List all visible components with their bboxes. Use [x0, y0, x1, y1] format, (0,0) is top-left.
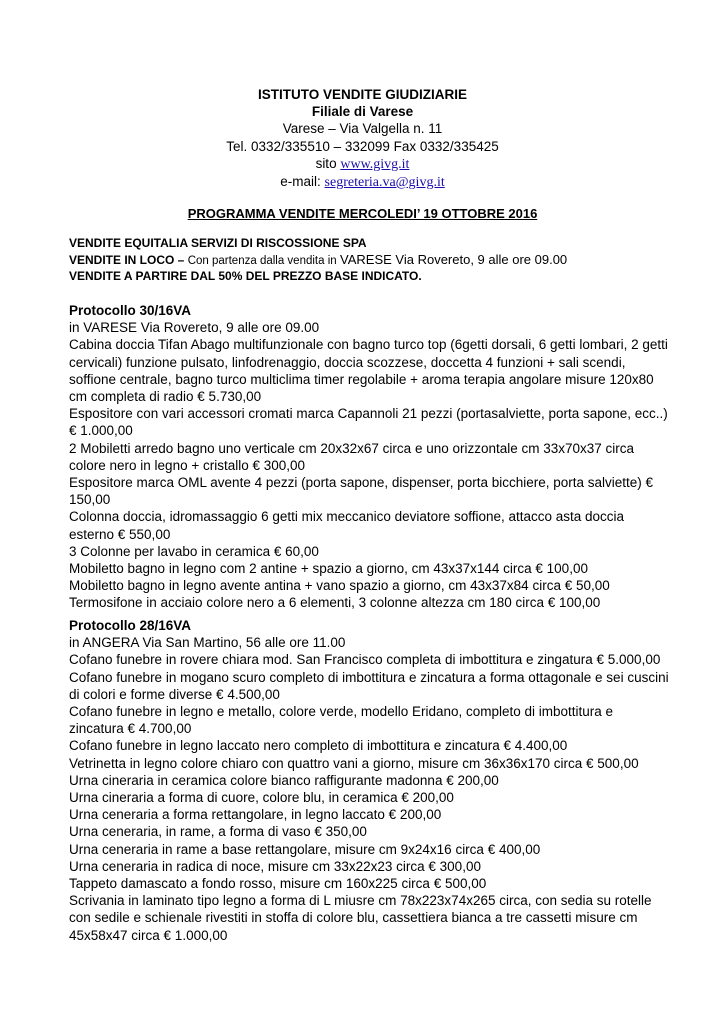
lot-item: Urna ceneraria a forma rettangolare, in legno laccato € 200,00 — [69, 807, 442, 823]
in-loco-label: VENDITE IN LOCO – — [69, 252, 185, 267]
lot-item: Mobiletto bagno in legno avente antina + vano spazio a giorno, cm 43x37x84 circa € 50,00 — [69, 578, 610, 594]
in-loco-location: VARESE Via Rovereto, 9 alle ore 09.00 — [340, 251, 568, 267]
lot-item: Termosifone in acciaio colore nero a 6 elementi, 3 colonne altezza cm 180 circa € 100,00 — [69, 595, 601, 611]
branch-name: Filiale di Varese — [311, 104, 414, 120]
org-name: ISTITUTO VENDITE GIUDIZIARIE — [257, 87, 467, 102]
email-label: e-mail: — [280, 174, 321, 190]
program-title: PROGRAMMA VENDITE MERCOLEDI’ 19 OTTOBRE 2016 — [187, 206, 538, 221]
website-label: sito — [315, 155, 337, 171]
lot-item: 3 Colonne per lavabo in ceramica € 60,00 — [69, 543, 319, 559]
address: Varese – Via Valgella n. 11 — [282, 121, 443, 137]
protocol-location: in VARESE Via Rovereto, 9 alle ore 09.00 — [69, 320, 320, 336]
phone-fax: Tel. 0332/335510 – 332099 Fax 0332/335425 — [226, 138, 499, 154]
in-loco-departure: Con partenza dalla vendita in — [187, 254, 337, 267]
lot-item: Urna cineraria in ceramica colore bianco raffigurante madonna € 200,00 — [69, 772, 499, 788]
lot-item: Scrivania in laminato tipo legno a forma di L miusre cm 78x223x74x265 circa, con sedia su rotelle con sedile e schienale rivestiti in stoffa di colore blu, cassettiera bianca a tre cassetti misure cm 45x58x47 circa € 1.000,00 — [69, 893, 652, 943]
lot-item: Urna ceneraria, in rame, a forma di vaso € 350,00 — [69, 824, 367, 840]
header-block — [0, 86, 725, 191]
website-line — [0, 155, 725, 173]
lot-item: Cofano funebre in legno e metallo, colore verde, modello Eridano, completo di imbottitura e zincatura € 4.700,00 — [69, 704, 614, 737]
protocol-heading: Protocollo 30/16VA — [69, 303, 192, 318]
email-line — [0, 173, 725, 191]
lot-item: Espositore con vari accessori cromati marca Capannoli 21 pezzi (portasalviette, porta sapone, ecc..) € 1.000,00 — [69, 406, 668, 439]
lot-item: Cabina doccia Tifan Abago multifunzionale con bagno turco top (6getti dorsali, 6 getti lombari, 2 getti cervicali) funzione pulsato, linfodrenaggio, doccia scozzese, doccetta 4 funzioni + sali scendi, soffione centrale, bagno turco multiclima timer regolabile + aroma terapia angolare misure 120x80 cm completa di radio € 5.730,00 — [69, 337, 668, 405]
lot-item: Urna ceneraria in rame a base rettangolare, misure cm 9x24x16 circa € 400,00 — [69, 841, 541, 857]
lot-item: Urna ceneraria in radica di noce, misure cm 33x22x23 circa € 300,00 — [69, 858, 481, 874]
protocol-section — [69, 617, 669, 944]
protocol-heading: Protocollo 28/16VA — [69, 618, 192, 633]
lot-item: Cofano funebre in mogano scuro completo di imbottitura e zincatura a forma ottagonale e sei cuscini di colori e forme diverse € 4.500,00 — [69, 669, 669, 702]
intro-line-50-percent: VENDITE A PARTIRE DAL 50% DEL PREZZO BASE INDICATO. — [69, 269, 422, 283]
lot-item: Tappeto damascato a fondo rosso, misure cm 160x225 circa € 500,00 — [69, 876, 487, 892]
protocol-location: in ANGERA Via San Martino, 56 alle ore 11.00 — [69, 635, 346, 651]
website-link[interactable]: www.givg.it — [340, 156, 410, 172]
lot-item: Colonna doccia, idromassaggio 6 getti mix meccanico deviatore soffione, attacco asta doccia esterno € 550,00 — [69, 509, 625, 542]
intro-block — [69, 236, 669, 285]
intro-line-in-loco — [69, 252, 669, 270]
lot-item: Vetrinetta in legno colore chiaro con quattro vani a giorno, misure cm 36x36x170 circa € 500,00 — [69, 755, 639, 771]
lot-item: Urna cineraria a forma di cuore, colore blu, in ceramica € 200,00 — [69, 790, 454, 806]
lot-item: Espositore marca OML avente 4 pezzi (porta sapone, dispenser, porta bicchiere, porta salviette) € 150,00 — [69, 475, 654, 508]
email-link[interactable]: segreteria.va@givg.it — [324, 175, 445, 191]
lot-item: Mobiletto bagno in legno com 2 antine + spazio a giorno, cm 43x37x144 circa € 100,00 — [69, 561, 588, 577]
intro-line-equitalia: VENDITE EQUITALIA SERVIZI DI RISCOSSIONE SPA — [69, 236, 367, 250]
lot-item: 2 Mobiletti arredo bagno uno verticale cm 20x32x67 circa e uno orizzontale cm 33x70x37 circa colore nero in legno + cristallo € 300,00 — [69, 440, 635, 473]
lot-item: Cofano funebre in rovere chiara mod. San Francisco completa di imbottitura e zingatura € 5.000,00 — [69, 652, 661, 668]
protocol-section — [69, 302, 669, 612]
lot-item: Cofano funebre in legno laccato nero completo di imbottitura e zincatura € 4.400,00 — [69, 738, 568, 754]
